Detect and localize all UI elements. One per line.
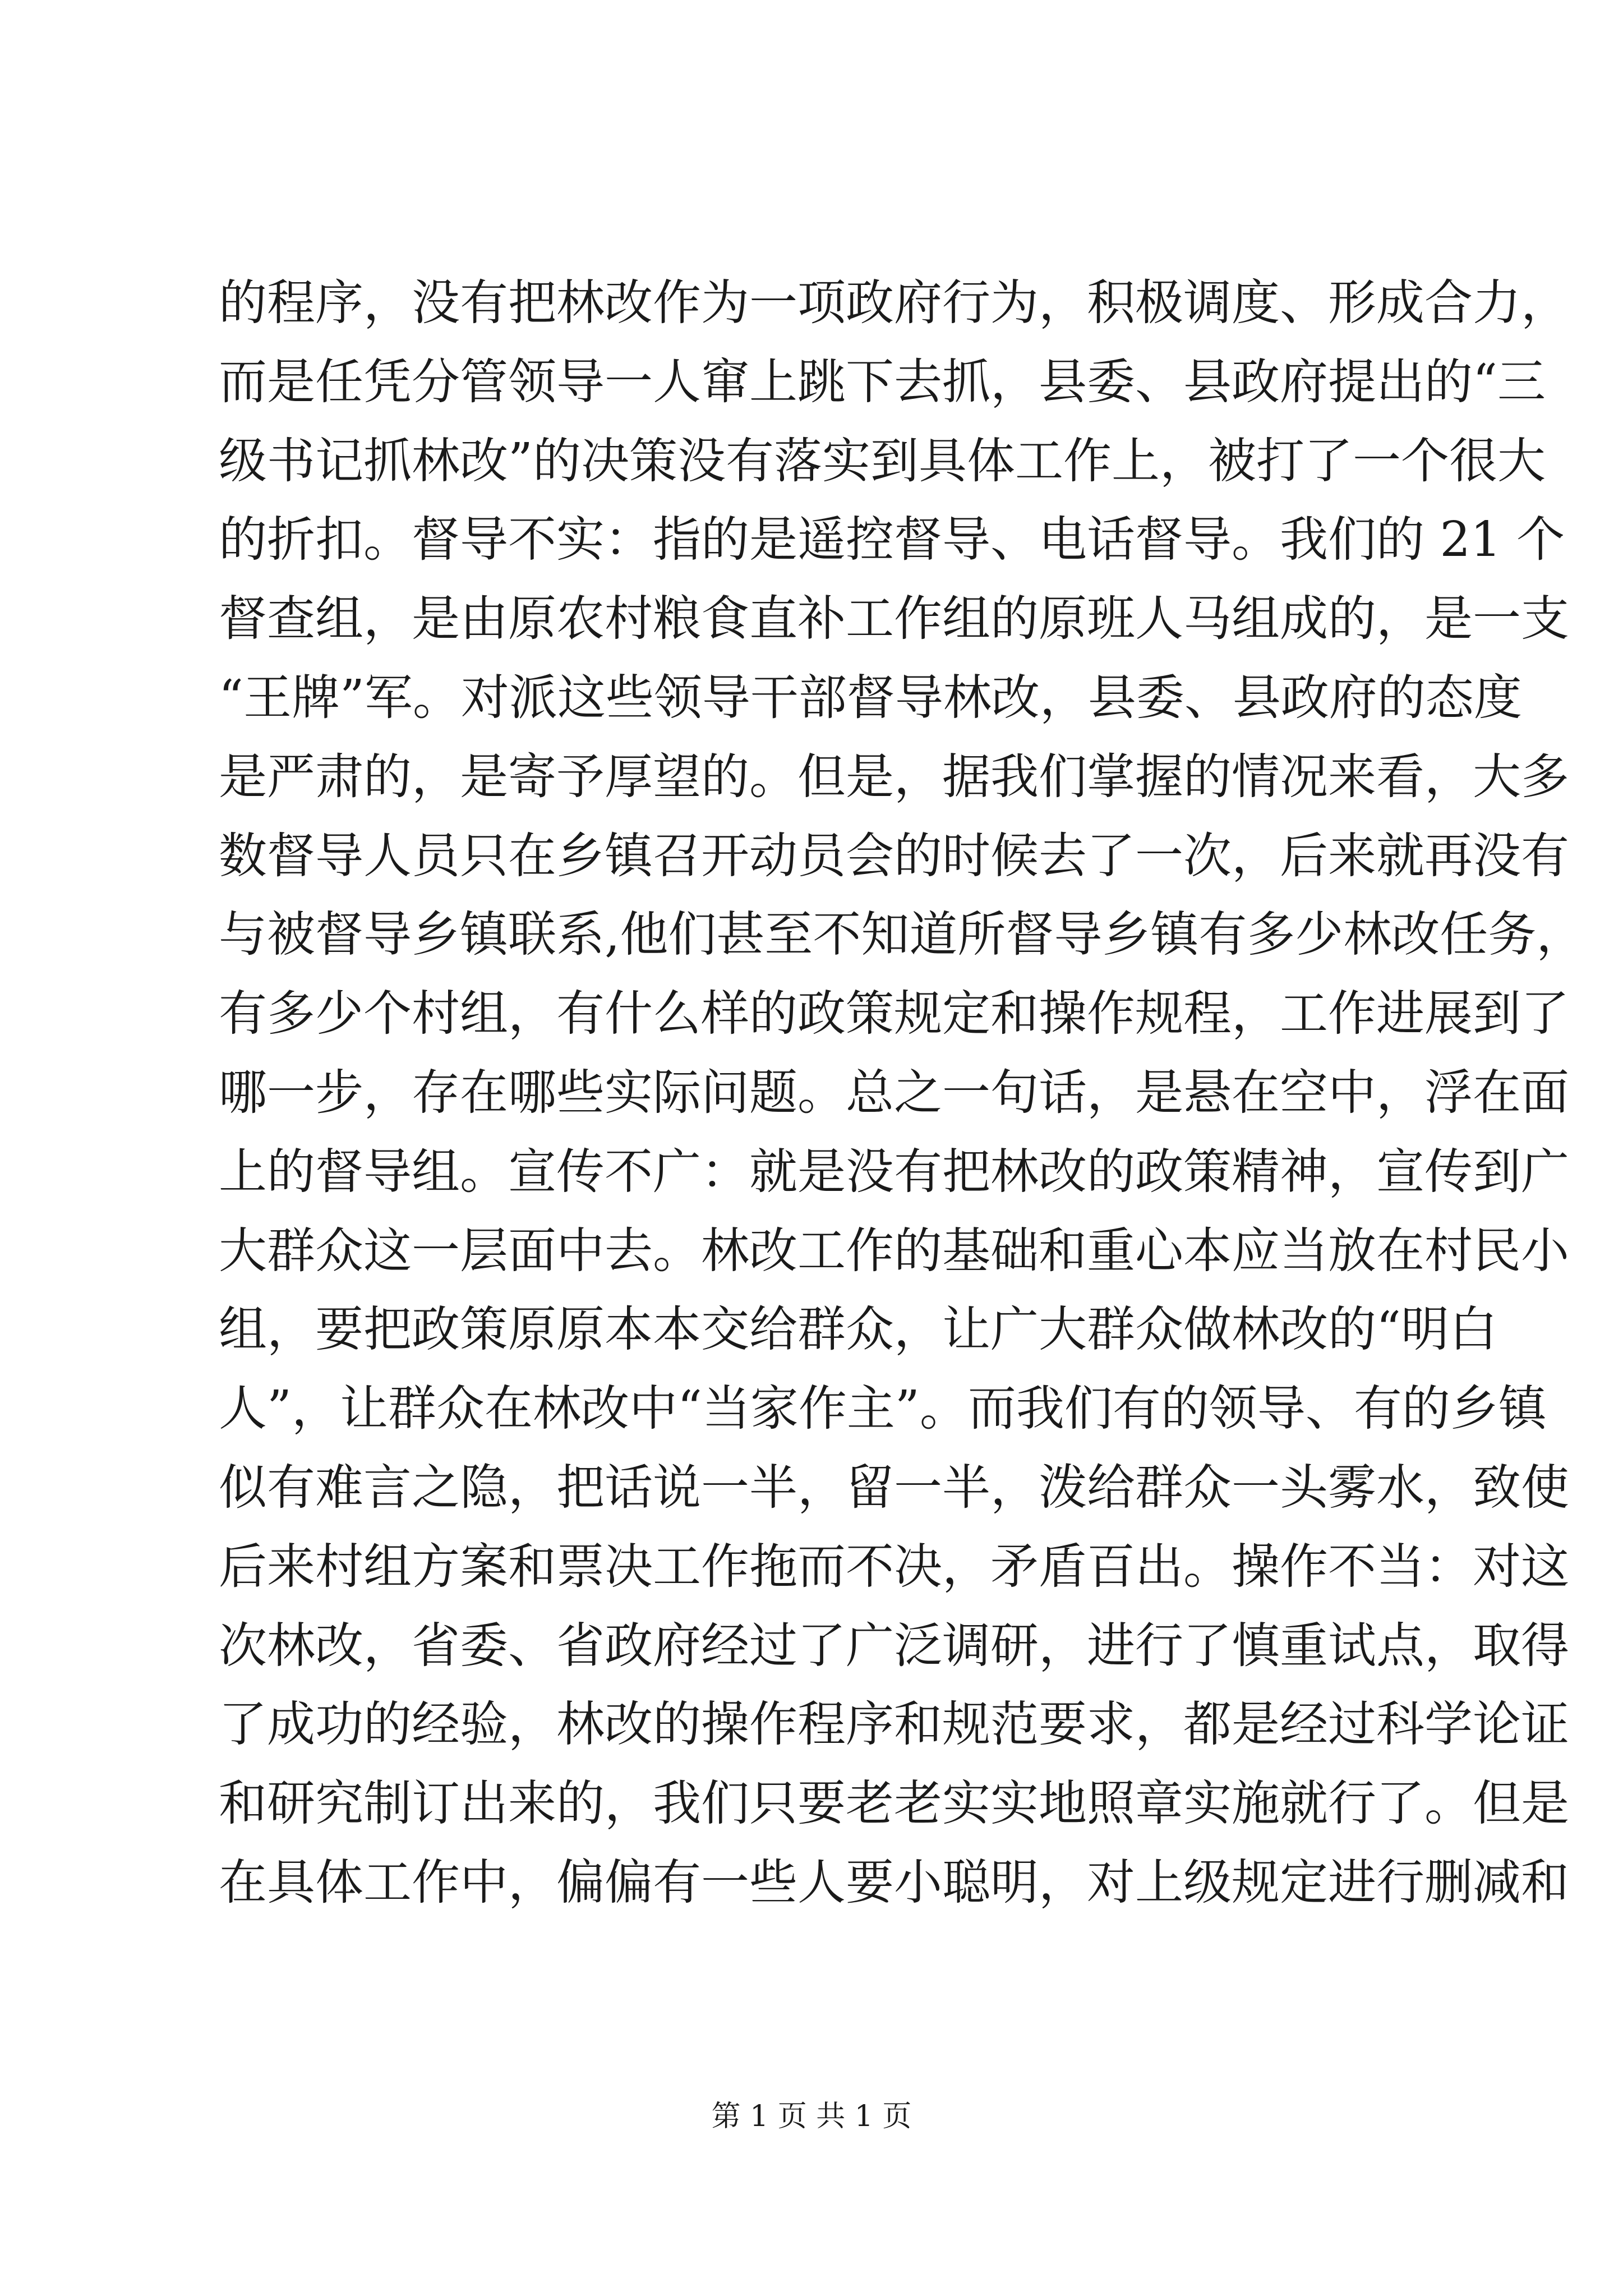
text-line: 后来村组方案和票决工作拖而不决，矛盾百出。操作不当：对这	[219, 1538, 1569, 1595]
text-line: 了成功的经验，林改的操作程序和规范要求，都是经过科学论证	[219, 1696, 1569, 1753]
text-line: 的程序，没有把林改作为一项政府行为，积极调度、形成合力，	[219, 275, 1569, 331]
text-line: 的折扣。督导不实：指的是遥控督导、电话督导。我们的 21 个	[219, 512, 1565, 568]
text-line: 上的督导组。宣传不广：就是没有把林改的政策精神，宣传到广	[219, 1143, 1569, 1200]
text-line: 似有难言之隐，把话说一半，留一半，泼给群众一头雾水，致使	[219, 1459, 1569, 1516]
text-line: 在具体工作中，偏偏有一些人要小聪明，对上级规定进行删减和	[219, 1854, 1569, 1911]
page-number-footer: 第 1 页 共 1 页	[711, 2100, 912, 2133]
text-line: 和研究制订出来的，我们只要老老实实地照章实施就行了。但是	[219, 1775, 1569, 1832]
text-line: 督查组，是由原农村粮食直补工作组的原班人马组成的，是一支	[219, 591, 1569, 647]
body-paragraph	[219, 264, 1585, 1922]
text-line: 大群众这一层面中去。林改工作的基础和重心本应当放在村民小	[219, 1222, 1569, 1279]
text-line: 组，要把政策原原本本交给群众，让广大群众做林改的“明白	[219, 1301, 1497, 1358]
text-line: 有多少个村组，有什么样的政策规定和操作规程，工作进展到了	[219, 986, 1569, 1042]
text-line: 与被督导乡镇联系,他们甚至不知道所督导乡镇有多少林改任务，	[219, 907, 1585, 963]
text-line: 是严肃的，是寄予厚望的。但是，据我们掌握的情况来看，大多	[219, 748, 1569, 805]
text-line: 人”，让群众在林改中“当家作主”。而我们有的领导、有的乡镇	[219, 1381, 1547, 1437]
text-line: 而是任凭分管领导一人窜上跳下去抓，县委、县政府提出的“三	[219, 353, 1546, 410]
text-line: 数督导人员只在乡镇召开动员会的时候去了一次，后来就再没有	[219, 827, 1569, 884]
text-line: 级书记抓林改”的决策没有落实到具体工作上，被打了一个很大	[219, 432, 1546, 489]
text-line: 哪一步，存在哪些实际问题。总之一句话，是悬在空中，浮在面	[219, 1064, 1569, 1121]
text-line: 次林改，省委、省政府经过了广泛调研，进行了慎重试点，取得	[219, 1617, 1569, 1674]
text-line: “王牌”军。对派这些领导干部督导林改，县委、县政府的态度	[219, 669, 1522, 726]
